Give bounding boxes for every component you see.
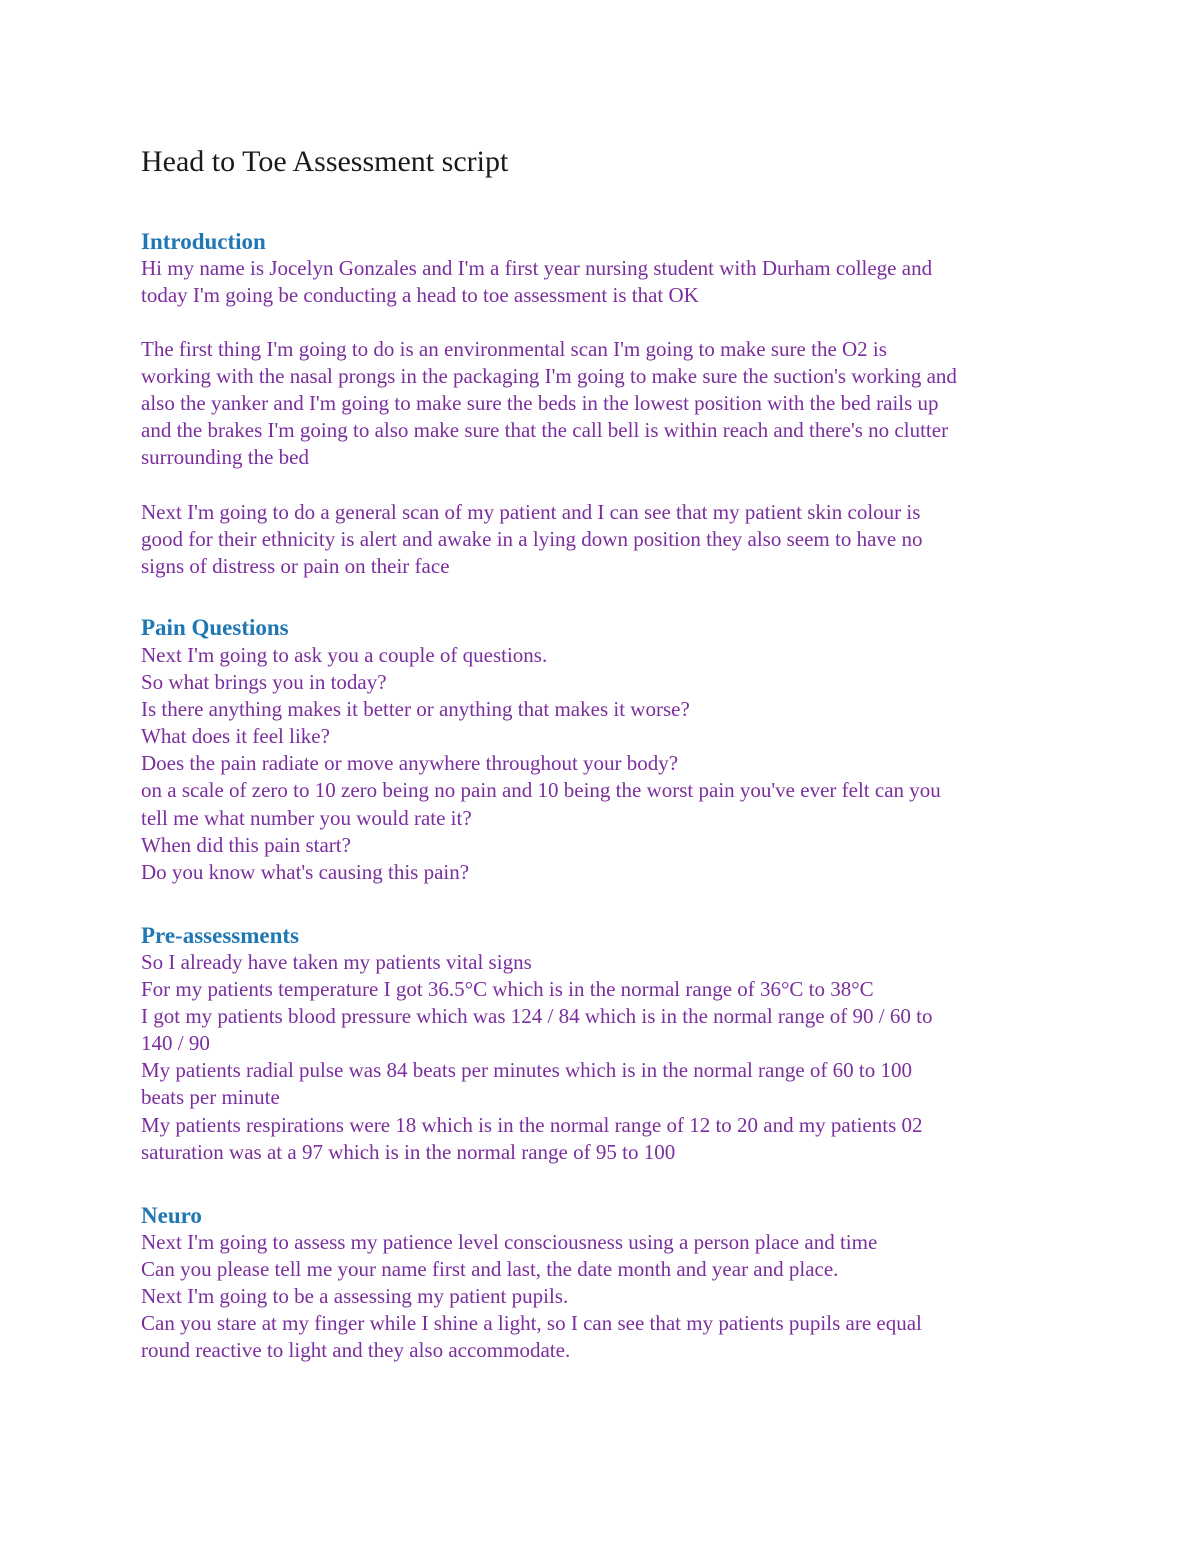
- section-heading-neuro: Neuro: [141, 1203, 202, 1228]
- text-line: surrounding the bed: [141, 445, 309, 470]
- section-pain-questions: [141, 614, 1071, 884]
- text-line: Do you know what's causing this pain?: [141, 859, 470, 884]
- section-introduction: [141, 228, 1071, 579]
- text-line: signs of distress or pain on their face: [141, 554, 450, 579]
- text-line: Is there anything makes it better or anything that makes it worse?: [141, 697, 690, 722]
- section-heading-pain-questions: Pain Questions: [141, 615, 289, 640]
- paragraph: [141, 255, 1071, 309]
- text-line: My patients radial pulse was 84 beats per minutes which is in the normal range of 60 to 100: [141, 1058, 913, 1083]
- text-line: My patients respirations were 18 which is in the normal range of 12 to 20 and my patients 02: [141, 1112, 923, 1137]
- paragraph: [141, 336, 1071, 471]
- text-line: saturation was at a 97 which is in the normal range of 95 to 100: [141, 1139, 676, 1164]
- text-line: tell me what number you would rate it?: [141, 805, 472, 830]
- text-line: Next I'm going to do a general scan of my patient and I can see that my patient skin colour is: [141, 500, 921, 524]
- document-page: [141, 142, 1071, 1363]
- text-line: For my patients temperature I got 36.5°C which is in the normal range of 36°C to 38°C: [141, 977, 874, 1002]
- paragraph: [141, 499, 1071, 580]
- text-line: good for their ethnicity is alert and awake in a lying down position they also seem to have no: [141, 527, 923, 552]
- text-line: on a scale of zero to 10 zero being no pain and 10 being the worst pain you've ever felt can you: [141, 778, 941, 803]
- text-line: I got my patients blood pressure which was 124 / 84 which is in the normal range of 90 / 60 to: [141, 1004, 933, 1029]
- text-line: Does the pain radiate or move anywhere throughout your body?: [141, 751, 679, 776]
- text-line: When did this pain start?: [141, 832, 351, 857]
- text-line: Next I'm going to ask you a couple of questions.: [141, 643, 548, 667]
- text-line: round reactive to light and they also accommodate.: [141, 1338, 571, 1363]
- text-line: 140 / 90: [141, 1031, 210, 1056]
- text-line: What does it feel like?: [141, 724, 330, 749]
- text-line: also the yanker and I'm going to make sure the beds in the lowest position with the bed rails up: [141, 391, 939, 416]
- text-line: So I already have taken my patients vital signs: [141, 950, 532, 974]
- text-line: Hi my name is Jocelyn Gonzales and I'm a first year nursing student with Durham college and: [141, 256, 933, 280]
- section-neuro: [141, 1202, 1071, 1363]
- section-pre-assessments: [141, 922, 1071, 1164]
- paragraph: [141, 1229, 1071, 1364]
- text-line: beats per minute: [141, 1085, 280, 1110]
- text-line: today I'm going be conducting a head to toe assessment is that OK: [141, 283, 699, 308]
- text-line: and the brakes I'm going to also make sure that the call bell is within reach and there's no clutter: [141, 418, 949, 443]
- text-line: working with the nasal prongs in the packaging I'm going to make sure the suction's working and: [141, 364, 957, 389]
- section-heading-pre-assessments: Pre-assessments: [141, 923, 299, 948]
- text-line: Can you stare at my finger while I shine a light, so I can see that my patients pupils are equal: [141, 1311, 922, 1336]
- text-line: The first thing I'm going to do is an environmental scan I'm going to make sure the O2 is: [141, 337, 887, 361]
- text-line: Can you please tell me your name first and last, the date month and year and place.: [141, 1257, 839, 1282]
- paragraph: [141, 642, 1071, 886]
- paragraph: [141, 949, 1071, 1166]
- section-heading-introduction: Introduction: [141, 229, 266, 254]
- text-line: Next I'm going to assess my patience level consciousness using a person place and time: [141, 1230, 878, 1254]
- text-line: So what brings you in today?: [141, 670, 387, 695]
- text-line: Next I'm going to be a assessing my patient pupils.: [141, 1284, 569, 1309]
- document-title: Head to Toe Assessment script: [141, 145, 509, 178]
